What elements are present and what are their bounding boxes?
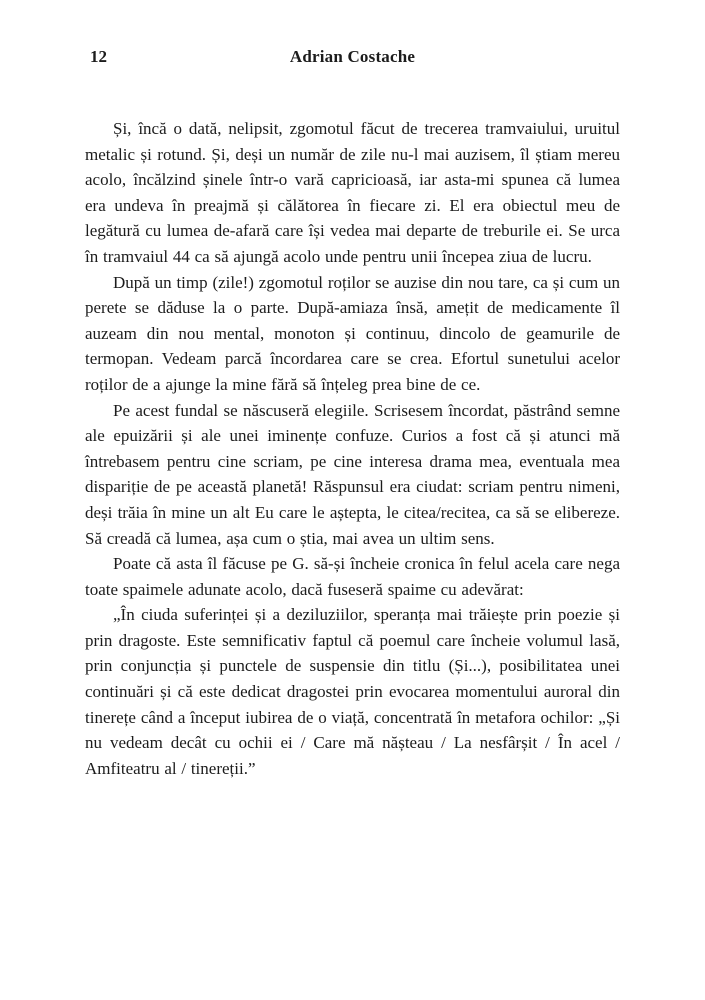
body-text (85, 116, 620, 781)
page-number: 12 (90, 47, 107, 66)
body-paragraph: După un timp (zile!) zgomotul roților se auzise din nou tare, ca și cum un perete se dăduse la o parte. După-amiaza însă, amețit de medicamente îl auzeam din nou mental, monoton și continuu, dincolo de geamurile de termopan. Vedeam parcă încordarea care se crea. Efortul sunetului acelor roților de a ajunge la mine fără să înțeleg prea bine de ce. (85, 272, 620, 394)
body-paragraph: Pe acest fundal se născuseră elegiile. Scrisesem încordat, păstrând semne ale epuizării și ale unei iminențe confuze. Curios a fost că și atunci mă întrebasem pentru cine scriam, pe cine interesa drama mea, eventuala mea dispariție de pe această planetă! Răspunsul era ciudat: scriam pentru nimeni, deși trăia în mine un alt Eu care le aștepta, le citea/recitea, ca să se elibereze. Să creadă că lumea, așa cum o știa, mai avea un ultim sens. (85, 400, 620, 548)
body-paragraph: „În ciuda suferinței și a deziluziilor, speranța mai trăiește prin poezie și prin dragoste. Este semnificativ faptul că poemul care încheie volumul lasă, prin conjuncția și punctele de suspensie din titlu (Și...), posibilitatea unei continuări și că este dedicat dragostei prin evocarea momentului auroral din tinerețe când a început iubirea de o viață, concentrată în metafora ochilor: „Și nu vedeam decât cu ochii ei / Care mă nășteau / La nesfârșit / În acel / Amfiteatru al / tinereții.” (85, 605, 620, 778)
running-header-title: Adrian Costache (289, 47, 416, 66)
body-paragraph: Și, încă o dată, nelipsit, zgomotul făcut de trecerea tramvaiului, uruitul metalic și rotund. Și, deși un număr de zile nu-l mai auzisem, îl știam mereu acolo, încălzind șinele într-o vară capricioasă, iar asta-mi spunea că lumea era undeva în preajmă și călătorea în fiecare zi. El era obiectul meu de legătură cu lumea de-afară care își vedea mai departe de treburile ei. Se urca în tramvaiul 44 ca să ajungă acolo unde pentru unii începea ziua de lucru. (85, 119, 620, 266)
running-header (85, 46, 620, 68)
body-paragraph: Poate că asta îl făcuse pe G. să-și încheie cronica în felul acela care nega toate spaimele adunate acolo, dacă fuseseră spaime cu adevărat: (85, 554, 620, 599)
